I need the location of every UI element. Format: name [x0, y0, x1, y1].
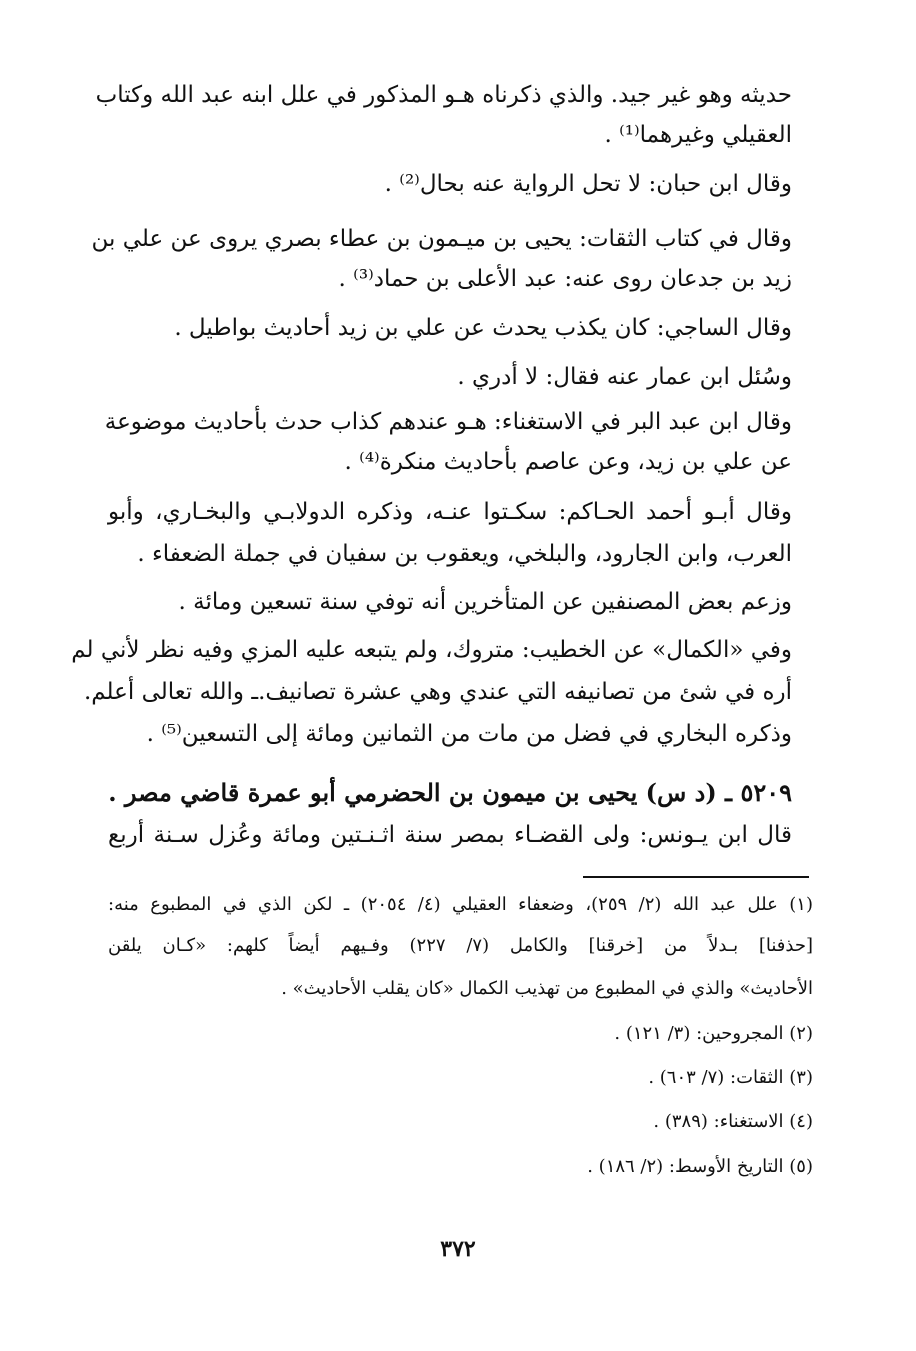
body-line: وقال أبـو أحمد الحـاكم: سكـتوا عنـه، وذكره الدولابـي والبخـاري، وأبو [108, 499, 792, 525]
body-line: حديثه وهو غير جيد. والذي ذكرناه هـو المذكور في علل ابنه عبد الله وكتاب [95, 82, 792, 108]
page-number: ٣٧٢ [440, 1236, 476, 1262]
entry-heading: ٥٢٠٩ ـ (د س) يحيى بن ميمون بن الحضرمي أبو عمرة قاضي مصر . [108, 778, 792, 807]
body-line: وقال في كتاب الثقات: يحيى بن ميـمون بن عطاء بصري يروى عن علي بن [91, 226, 792, 252]
body-line: وقال ابن حبان: لا تحل الرواية عنه بحال⁽²⁾ . [384, 171, 792, 197]
body-line: وقال ابن عبد البر في الاستغناء: هـو عندهم كذاب حدث بأحاديث موضوعة [104, 409, 792, 435]
footnote-line: (١) علل عبد الله (٢/ ٢٥٩)، وضعفاء العقيلي (٤/ ٢٠٥٤) ـ لكن الذي في المطبوع منه: [108, 894, 813, 915]
footnote-line: (٤) الاستغناء: (٣٨٩) . [653, 1111, 813, 1132]
body-line: عن علي بن زيد، وعن عاصم بأحاديث منكرة⁽⁴⁾ . [344, 449, 792, 475]
footnote-divider [583, 876, 809, 878]
footnote-line: الأحاديث» والذي في المطبوع من تهذيب الكمال «كان يقلب الأحاديث» . [281, 978, 813, 999]
footnote-line: (٣) الثقات: (٧/ ٦٠٣) . [648, 1067, 813, 1088]
body-line: زيد بن جدعان روى عنه: عبد الأعلى بن حماد⁽³⁾ . [338, 266, 792, 292]
body-line: قال ابن يـونس: ولى القضـاء بمصر سنة اثـنـتين ومائة وعُزل سـنة أربع [108, 822, 792, 848]
body-line: وفي «الكمال» عن الخطيب: متروك، ولم يتبعه عليه المزي وفيه نظر لأني لم [71, 637, 792, 663]
body-line: وزعم بعض المصنفين عن المتأخرين أنه توفي سنة تسعين ومائة . [178, 589, 792, 615]
body-line: وذكره البخاري في فضل من مات من الثمانين ومائة إلى التسعين⁽⁵⁾ . [146, 721, 792, 747]
body-line: العقيلي وغيرهما⁽¹⁾ . [604, 122, 792, 148]
body-line: وسُئل ابن عمار عنه فقال: لا أدري . [457, 364, 792, 390]
body-line: وقال الساجي: كان يكذب يحدث عن علي بن زيد أحاديث بواطيل . [174, 315, 792, 341]
footnote-line: [حذفنا] بـدلاً من [خرقنا] والكامل (٧/ ٢٢٧) وفـيهم أيضاً كلهم: «كـان يلقن [108, 935, 813, 956]
footnote-line: (٢) المجروحين: (٣/ ١٢١) . [614, 1023, 813, 1044]
body-line: أره في شئ من تصانيفه التي عندي وهي عشرة تصانيف.ـ والله تعالى أعلم. [83, 679, 792, 705]
footnote-line: (٥) التاريخ الأوسط: (٢/ ١٨٦) . [587, 1156, 813, 1177]
body-line: العرب، وابن الجارود، والبلخي، ويعقوب بن سفيان في جملة الضعفاء . [137, 541, 792, 567]
